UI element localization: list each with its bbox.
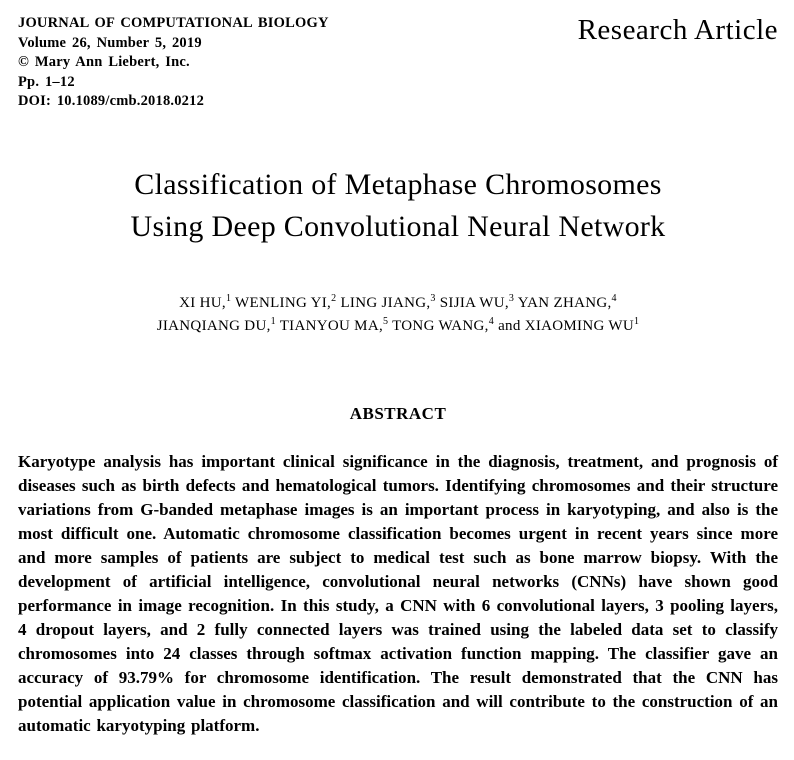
journal-volume-issue: Volume 26, Number 5, 2019	[18, 34, 202, 51]
author-affiliation-sup: 3	[430, 292, 436, 304]
article-type-label: Research Article	[577, 14, 778, 46]
author-affiliation-sup: 1	[225, 292, 232, 304]
journal-doi: DOI: 10.1089/cmb.2018.0212	[18, 93, 205, 109]
author-affiliation-sup: 5	[383, 315, 389, 327]
masthead	[18, 14, 778, 112]
author-affiliation-sup: 4	[488, 315, 495, 327]
abstract-text: Karyotype analysis has important clinical significance in the diagnosis, treatment, and prognosis of diseases such as birth defects and hematological tumors. Identifying chromosomes and their structure variations from G-banded metaphase images is an important process in karyotyping, and also is the most difficult one. Automatic chromosome classification becomes urgent in recent years since more and more samples of patients are subject to medical test such as bone marrow biopsy. With the development of artificial intelligence, convolutional neural networks (CNNs) have shown good performance in image recognition. In this study, a CNN with 6 convolutional layers, 3 pooling layers, 4 dropout layers, and 2 fully connected layers was trained using the labeled data set to classify chromosomes into 24 classes through softmax activation function mapping. The classifier gave an accuracy of 93.79% for chromosome identification. The result demonstrated that the CNN has potential application value in chromosome classification and will contribute to the construction of an automatic karyotyping platform.	[18, 451, 778, 735]
journal-pages: Pp. 1–12	[18, 73, 75, 90]
author-line: JIANQIANG DU,$^1$ TIANYOU MA,$^5$ TONG WANG,$^4$ and XIAOMING $WU^1$	[156, 315, 640, 334]
abstract-heading: ABSTRACT	[349, 403, 447, 423]
author-line: XI HU,$^1$ WENLING YI,$^2$ LING JIANG,$^3$ SIJIA WU,$^3$ YAN ZHANG,$^4$	[179, 292, 617, 311]
author-affiliation-sup: 2	[331, 292, 337, 304]
journal-copyright: © Mary Ann Liebert, Inc.	[18, 54, 190, 70]
article-title	[18, 164, 778, 248]
journal-info	[18, 14, 329, 112]
article-title-line-2: Using Deep Convolutional Neural Network	[130, 209, 666, 243]
author-affiliation-sup: 4	[611, 292, 617, 304]
author-affiliation-sup: 1	[270, 315, 276, 327]
author-list	[18, 292, 778, 338]
article-title-line-1: Classification of Metaphase Chromosomes	[134, 167, 662, 201]
journal-name: JOURNAL OF COMPUTATIONAL BIOLOGY	[18, 15, 329, 31]
author-affiliation-sup: 3	[508, 292, 515, 304]
author-affiliation-sup: 1	[633, 315, 640, 327]
